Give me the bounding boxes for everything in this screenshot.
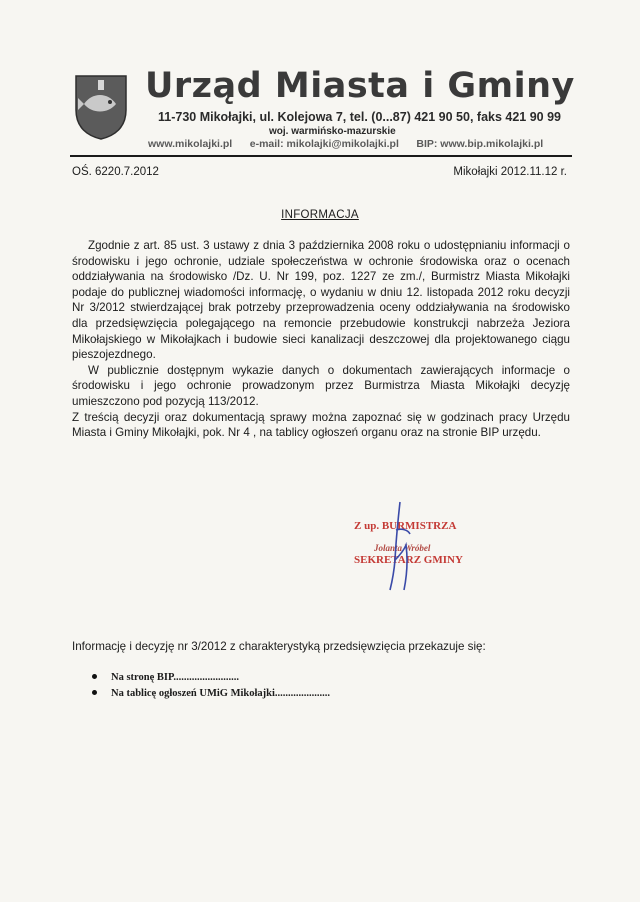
paragraph-2: W publicznie dostępnym wykazie danych o dokumentach zawierających informacje o środowisku i jego ochronie prowadzonym przez Burmistrza Miasta Mikołajki decyzję umieszczono pod pozycją 113/2012. xyxy=(72,363,570,408)
fish-crest-icon xyxy=(74,74,128,140)
bullet-icon xyxy=(92,690,97,695)
letterhead-divider xyxy=(70,155,572,157)
paragraph-3: Z treścią decyzji oraz dokumentacją sprawy można zapoznać się w godzinach pracy Urzędu Miasta i Gminy Mikołajki, pok. Nr 4 , na tablicy ogłoszeń organu oraz na stronie BIP urzędu. xyxy=(72,410,570,440)
case-reference: OŚ. 6220.7.2012 xyxy=(72,166,159,178)
document-body xyxy=(72,238,570,441)
office-voivodeship: woj. warmińsko-mazurskie xyxy=(269,126,396,137)
stamp-name: Jolanta Wróbel xyxy=(374,543,431,553)
handover-list xyxy=(92,670,330,702)
stamp-line-1: Z up. BURMISTRZA xyxy=(354,520,457,532)
list-item: Na tablicę ogłoszeń UMiG Mikołajki..................... xyxy=(92,686,330,702)
signature-icon xyxy=(340,500,520,595)
stamp-line-2: SEKRETARZ GMINY xyxy=(354,554,463,566)
bullet-icon xyxy=(92,674,97,679)
document-heading: INFORMACJA xyxy=(281,209,359,221)
list-item: Na stronę BIP......................... xyxy=(92,670,330,686)
office-title: Urząd Miasta i Gminy xyxy=(145,66,575,106)
website-link[interactable]: www.mikolajki.pl xyxy=(148,138,233,150)
official-stamp xyxy=(340,500,520,595)
office-address: 11-730 Mikołajki, ul. Kolejowa 7, tel. (0...87) 421 90 50, faks 421 90 99 xyxy=(158,110,562,124)
office-contact xyxy=(148,138,543,150)
place-date: Mikołajki 2012.11.12 r. xyxy=(453,166,567,178)
bip-link[interactable]: BIP: www.bip.mikolajki.pl xyxy=(416,138,544,150)
handover-text: Informację i decyzję nr 3/2012 z charakterystyką przedsięwzięcia przekazuje się: xyxy=(72,640,486,653)
email-link[interactable]: e-mail: mikolajki@mikolajki.pl xyxy=(249,138,399,150)
paragraph-1: Zgodnie z art. 85 ust. 3 ustawy z dnia 3 października 2008 roku o udostępnianiu informacji o środowisku i jego ochronie, udziale społeczeństwa w ochronie środowiska oraz o ocenach oddziaływania na środowisko /Dz. U. Nr 199, poz. 1227 ze zm./, Burmistrz Miasta Mikołajki podaje do publicznej wiadomości informację, o wydaniu w dniu 12. listopada 2012 roku decyzji Nr 3/2012 stwierdzającej brak potrzeby przeprowadzenia oceny oddziaływania na środowisko dla przedsięwzięcia polegającego na remoncie przebudowie konstrukcji nabrzeża Jeziora Mikołajskiego w Mikołajkach i budowie sieci kanalizacji deszczowej dla projektowanego ciągu pieszojezdnego. xyxy=(72,239,570,362)
